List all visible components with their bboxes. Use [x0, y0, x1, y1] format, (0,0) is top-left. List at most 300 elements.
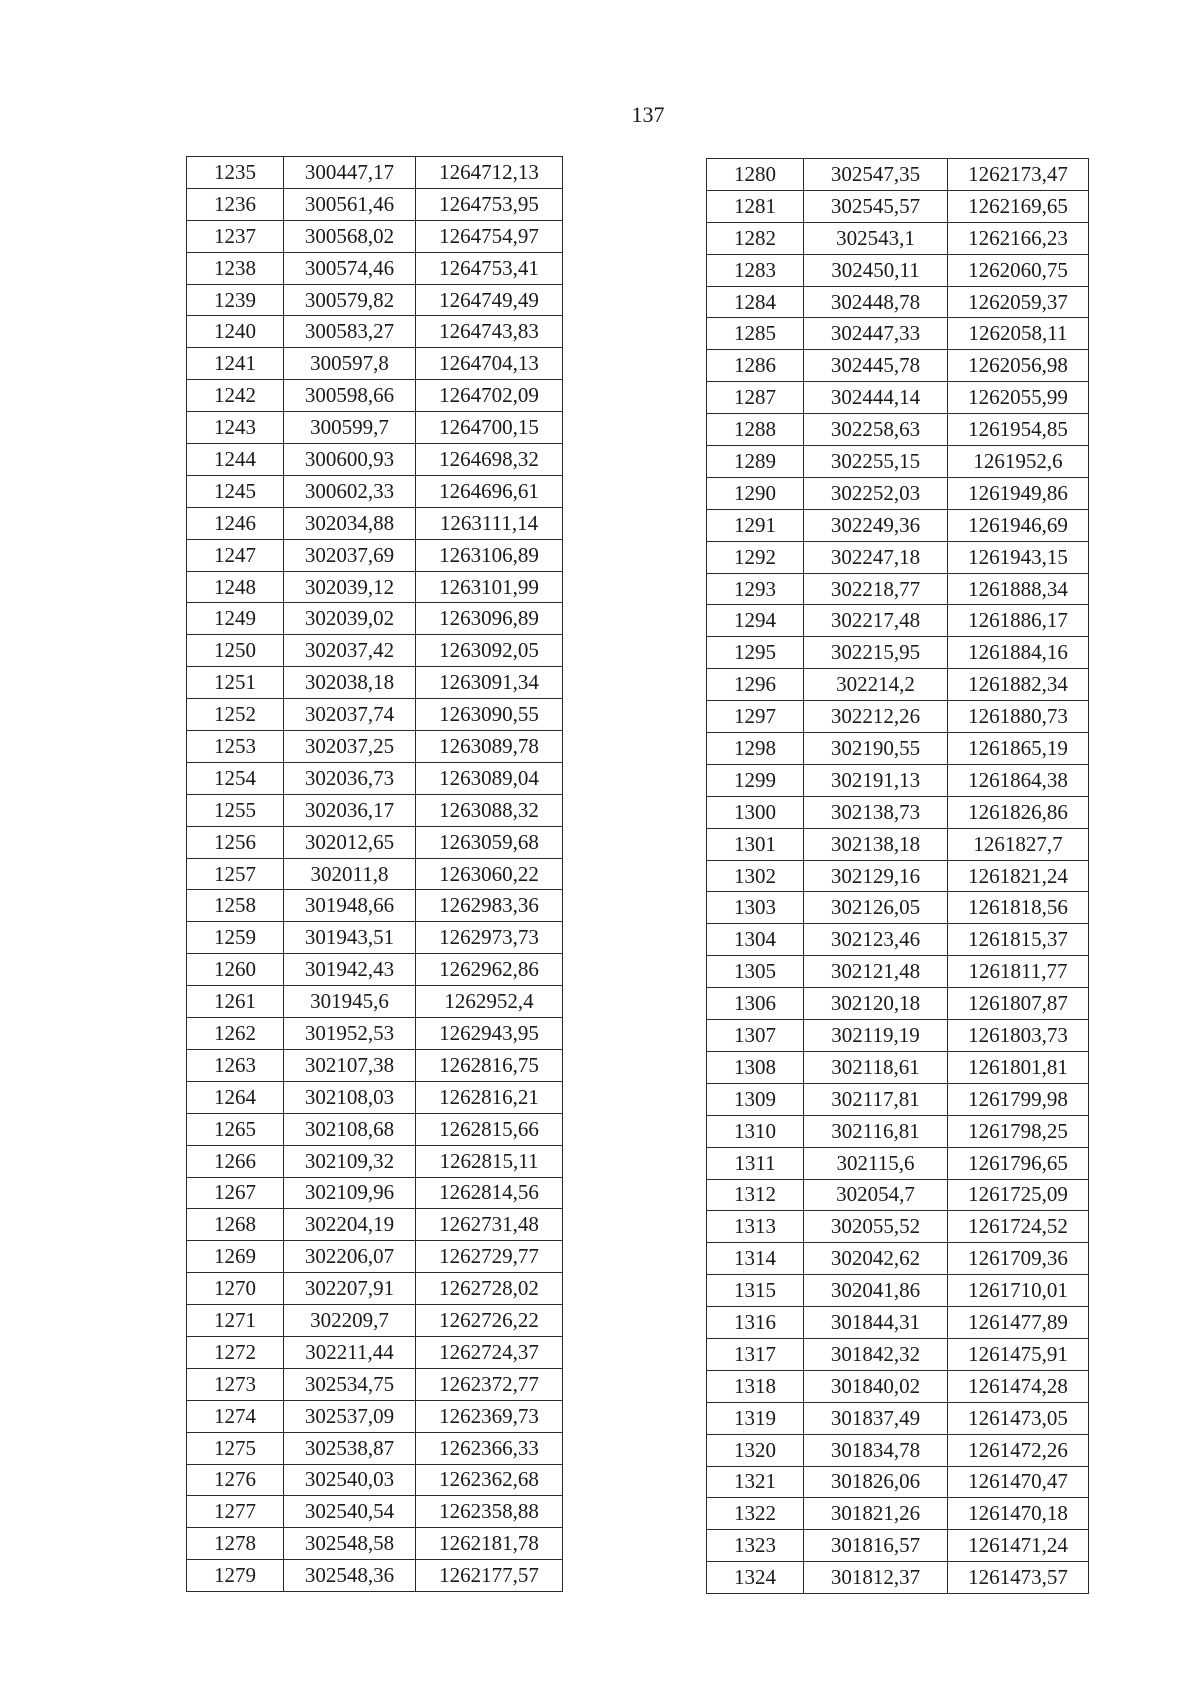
table-row — [707, 637, 1089, 669]
x-coordinate-cell: 302037,25 — [284, 731, 416, 763]
y-coordinate-cell: 1261470,18 — [948, 1498, 1089, 1530]
table-row — [707, 222, 1089, 254]
point-number-cell: 1321 — [707, 1466, 804, 1498]
coordinates-table-left — [186, 156, 563, 1592]
x-coordinate-cell: 302120,18 — [804, 988, 948, 1020]
x-coordinate-cell: 302209,7 — [284, 1305, 416, 1337]
table-row — [187, 699, 563, 731]
y-coordinate-cell: 1261799,98 — [948, 1083, 1089, 1115]
point-number-cell: 1248 — [187, 571, 284, 603]
y-coordinate-cell: 1261818,56 — [948, 892, 1089, 924]
y-coordinate-cell: 1262943,95 — [416, 1018, 563, 1050]
x-coordinate-cell: 302107,38 — [284, 1049, 416, 1081]
table-row — [707, 1466, 1089, 1498]
x-coordinate-cell: 300583,27 — [284, 316, 416, 348]
x-coordinate-cell: 302211,44 — [284, 1336, 416, 1368]
point-number-cell: 1324 — [707, 1562, 804, 1594]
point-number-cell: 1252 — [187, 699, 284, 731]
x-coordinate-cell: 301840,02 — [804, 1370, 948, 1402]
table-row — [187, 1305, 563, 1337]
table-row — [187, 380, 563, 412]
y-coordinate-cell: 1261477,89 — [948, 1307, 1089, 1339]
point-number-cell: 1304 — [707, 924, 804, 956]
table-row — [187, 220, 563, 252]
table-row — [707, 1498, 1089, 1530]
table-row — [187, 1560, 563, 1592]
x-coordinate-cell: 301837,49 — [804, 1402, 948, 1434]
table-row — [707, 1020, 1089, 1052]
table-row — [187, 188, 563, 220]
y-coordinate-cell: 1262724,37 — [416, 1336, 563, 1368]
table-row — [187, 1400, 563, 1432]
x-coordinate-cell: 302543,1 — [804, 222, 948, 254]
x-coordinate-cell: 300579,82 — [284, 284, 416, 316]
point-number-cell: 1238 — [187, 252, 284, 284]
point-number-cell: 1262 — [187, 1018, 284, 1050]
table-row — [707, 1115, 1089, 1147]
point-number-cell: 1323 — [707, 1530, 804, 1562]
point-number-cell: 1270 — [187, 1273, 284, 1305]
table-row — [707, 1338, 1089, 1370]
point-number-cell: 1283 — [707, 254, 804, 286]
y-coordinate-cell: 1263091,34 — [416, 667, 563, 699]
y-coordinate-cell: 1263059,68 — [416, 826, 563, 858]
y-coordinate-cell: 1261724,52 — [948, 1211, 1089, 1243]
point-number-cell: 1315 — [707, 1275, 804, 1307]
table-row — [707, 509, 1089, 541]
y-coordinate-cell: 1261826,86 — [948, 796, 1089, 828]
y-coordinate-cell: 1262814,56 — [416, 1177, 563, 1209]
x-coordinate-cell: 301821,26 — [804, 1498, 948, 1530]
point-number-cell: 1293 — [707, 573, 804, 605]
table-row — [187, 794, 563, 826]
x-coordinate-cell: 302444,14 — [804, 382, 948, 414]
x-coordinate-cell: 302207,91 — [284, 1273, 416, 1305]
table-row — [187, 826, 563, 858]
table-row — [707, 828, 1089, 860]
x-coordinate-cell: 302038,18 — [284, 667, 416, 699]
x-coordinate-cell: 302548,58 — [284, 1528, 416, 1560]
point-number-cell: 1246 — [187, 507, 284, 539]
x-coordinate-cell: 300597,8 — [284, 348, 416, 380]
point-number-cell: 1273 — [187, 1368, 284, 1400]
x-coordinate-cell: 302212,26 — [804, 701, 948, 733]
table-row — [187, 922, 563, 954]
point-number-cell: 1287 — [707, 382, 804, 414]
table-row — [707, 1402, 1089, 1434]
table-row — [707, 1370, 1089, 1402]
x-coordinate-cell: 301942,43 — [284, 954, 416, 986]
y-coordinate-cell: 1261888,34 — [948, 573, 1089, 605]
table-row — [187, 1464, 563, 1496]
x-coordinate-cell: 302037,74 — [284, 699, 416, 731]
point-number-cell: 1292 — [707, 541, 804, 573]
y-coordinate-cell: 1261803,73 — [948, 1020, 1089, 1052]
table-row — [707, 1307, 1089, 1339]
y-coordinate-cell: 1264700,15 — [416, 412, 563, 444]
x-coordinate-cell: 302214,2 — [804, 669, 948, 701]
y-coordinate-cell: 1262952,4 — [416, 986, 563, 1018]
x-coordinate-cell: 302138,73 — [804, 796, 948, 828]
point-number-cell: 1312 — [707, 1179, 804, 1211]
point-number-cell: 1269 — [187, 1241, 284, 1273]
coordinates-table-right — [706, 158, 1089, 1594]
point-number-cell: 1284 — [707, 286, 804, 318]
y-coordinate-cell: 1261472,26 — [948, 1434, 1089, 1466]
table-row — [707, 1179, 1089, 1211]
x-coordinate-cell: 302129,16 — [804, 860, 948, 892]
x-coordinate-cell: 300602,33 — [284, 475, 416, 507]
y-coordinate-cell: 1262962,86 — [416, 954, 563, 986]
x-coordinate-cell: 302540,54 — [284, 1496, 416, 1528]
y-coordinate-cell: 1261710,01 — [948, 1275, 1089, 1307]
y-coordinate-cell: 1263090,55 — [416, 699, 563, 731]
point-number-cell: 1286 — [707, 350, 804, 382]
point-number-cell: 1267 — [187, 1177, 284, 1209]
y-coordinate-cell: 1261884,16 — [948, 637, 1089, 669]
y-coordinate-cell: 1264754,97 — [416, 220, 563, 252]
point-number-cell: 1311 — [707, 1147, 804, 1179]
table-row — [707, 988, 1089, 1020]
y-coordinate-cell: 1262362,68 — [416, 1464, 563, 1496]
point-number-cell: 1255 — [187, 794, 284, 826]
point-number-cell: 1242 — [187, 380, 284, 412]
point-number-cell: 1275 — [187, 1432, 284, 1464]
point-number-cell: 1301 — [707, 828, 804, 860]
point-number-cell: 1296 — [707, 669, 804, 701]
x-coordinate-cell: 302450,11 — [804, 254, 948, 286]
x-coordinate-cell: 302108,03 — [284, 1081, 416, 1113]
table-row — [707, 477, 1089, 509]
table-row — [707, 605, 1089, 637]
y-coordinate-cell: 1261949,86 — [948, 477, 1089, 509]
y-coordinate-cell: 1261815,37 — [948, 924, 1089, 956]
point-number-cell: 1253 — [187, 731, 284, 763]
table-row — [187, 1528, 563, 1560]
point-number-cell: 1244 — [187, 444, 284, 476]
y-coordinate-cell: 1261798,25 — [948, 1115, 1089, 1147]
x-coordinate-cell: 302039,02 — [284, 603, 416, 635]
point-number-cell: 1290 — [707, 477, 804, 509]
x-coordinate-cell: 301842,32 — [804, 1338, 948, 1370]
page-number: 137 — [631, 102, 665, 127]
y-coordinate-cell: 1264704,13 — [416, 348, 563, 380]
x-coordinate-cell: 302121,48 — [804, 956, 948, 988]
x-coordinate-cell: 302042,62 — [804, 1243, 948, 1275]
point-number-cell: 1280 — [707, 159, 804, 191]
table-row — [187, 539, 563, 571]
x-coordinate-cell: 302540,03 — [284, 1464, 416, 1496]
x-coordinate-cell: 300598,66 — [284, 380, 416, 412]
y-coordinate-cell: 1264749,49 — [416, 284, 563, 316]
table-row — [707, 669, 1089, 701]
y-coordinate-cell: 1261725,09 — [948, 1179, 1089, 1211]
table-row — [187, 1018, 563, 1050]
table-row — [187, 762, 563, 794]
table-row — [187, 1368, 563, 1400]
point-number-cell: 1307 — [707, 1020, 804, 1052]
table-row — [707, 1083, 1089, 1115]
y-coordinate-cell: 1261827,7 — [948, 828, 1089, 860]
y-coordinate-cell: 1261865,19 — [948, 733, 1089, 765]
y-coordinate-cell: 1261882,34 — [948, 669, 1089, 701]
y-coordinate-cell: 1263106,89 — [416, 539, 563, 571]
y-coordinate-cell: 1261474,28 — [948, 1370, 1089, 1402]
table-row — [707, 159, 1089, 191]
x-coordinate-cell: 302041,86 — [804, 1275, 948, 1307]
point-number-cell: 1256 — [187, 826, 284, 858]
point-number-cell: 1319 — [707, 1402, 804, 1434]
y-coordinate-cell: 1262973,73 — [416, 922, 563, 954]
table-row — [707, 1147, 1089, 1179]
y-coordinate-cell: 1262983,36 — [416, 890, 563, 922]
point-number-cell: 1236 — [187, 188, 284, 220]
x-coordinate-cell: 302118,61 — [804, 1051, 948, 1083]
x-coordinate-cell: 302545,57 — [804, 190, 948, 222]
y-coordinate-cell: 1264753,41 — [416, 252, 563, 284]
table-row — [707, 924, 1089, 956]
point-number-cell: 1298 — [707, 733, 804, 765]
y-coordinate-cell: 1264702,09 — [416, 380, 563, 412]
table-row — [707, 190, 1089, 222]
y-coordinate-cell: 1261807,87 — [948, 988, 1089, 1020]
x-coordinate-cell: 300600,93 — [284, 444, 416, 476]
y-coordinate-cell: 1263088,32 — [416, 794, 563, 826]
table-row — [187, 954, 563, 986]
table-row — [707, 860, 1089, 892]
y-coordinate-cell: 1263089,04 — [416, 762, 563, 794]
point-number-cell: 1308 — [707, 1051, 804, 1083]
y-coordinate-cell: 1262358,88 — [416, 1496, 563, 1528]
table-row — [707, 733, 1089, 765]
table-row — [187, 1177, 563, 1209]
y-coordinate-cell: 1262815,66 — [416, 1113, 563, 1145]
table-row — [187, 1273, 563, 1305]
x-coordinate-cell: 302055,52 — [804, 1211, 948, 1243]
point-number-cell: 1322 — [707, 1498, 804, 1530]
x-coordinate-cell: 300574,46 — [284, 252, 416, 284]
y-coordinate-cell: 1262060,75 — [948, 254, 1089, 286]
y-coordinate-cell: 1262059,37 — [948, 286, 1089, 318]
point-number-cell: 1306 — [707, 988, 804, 1020]
table-row — [187, 1336, 563, 1368]
x-coordinate-cell: 302534,75 — [284, 1368, 416, 1400]
point-number-cell: 1320 — [707, 1434, 804, 1466]
x-coordinate-cell: 302538,87 — [284, 1432, 416, 1464]
point-number-cell: 1285 — [707, 318, 804, 350]
table-row — [707, 318, 1089, 350]
table-row — [187, 1049, 563, 1081]
point-number-cell: 1241 — [187, 348, 284, 380]
y-coordinate-cell: 1262731,48 — [416, 1209, 563, 1241]
x-coordinate-cell: 302218,77 — [804, 573, 948, 605]
x-coordinate-cell: 302448,78 — [804, 286, 948, 318]
point-number-cell: 1300 — [707, 796, 804, 828]
y-coordinate-cell: 1264753,95 — [416, 188, 563, 220]
point-number-cell: 1297 — [707, 701, 804, 733]
x-coordinate-cell: 302039,12 — [284, 571, 416, 603]
point-number-cell: 1271 — [187, 1305, 284, 1337]
x-coordinate-cell: 302012,65 — [284, 826, 416, 858]
y-coordinate-cell: 1261954,85 — [948, 414, 1089, 446]
y-coordinate-cell: 1263060,22 — [416, 858, 563, 890]
point-number-cell: 1279 — [187, 1560, 284, 1592]
y-coordinate-cell: 1262816,21 — [416, 1081, 563, 1113]
x-coordinate-cell: 302447,33 — [804, 318, 948, 350]
y-coordinate-cell: 1263111,14 — [416, 507, 563, 539]
table-row — [187, 986, 563, 1018]
x-coordinate-cell: 300568,02 — [284, 220, 416, 252]
table-row — [707, 541, 1089, 573]
point-number-cell: 1240 — [187, 316, 284, 348]
x-coordinate-cell: 302537,09 — [284, 1400, 416, 1432]
y-coordinate-cell: 1261821,24 — [948, 860, 1089, 892]
x-coordinate-cell: 301952,53 — [284, 1018, 416, 1050]
point-number-cell: 1272 — [187, 1336, 284, 1368]
x-coordinate-cell: 302108,68 — [284, 1113, 416, 1145]
x-coordinate-cell: 302138,18 — [804, 828, 948, 860]
point-number-cell: 1250 — [187, 635, 284, 667]
table-row — [707, 350, 1089, 382]
y-coordinate-cell: 1261475,91 — [948, 1338, 1089, 1370]
x-coordinate-cell: 302547,35 — [804, 159, 948, 191]
table-row — [187, 1432, 563, 1464]
x-coordinate-cell: 302252,03 — [804, 477, 948, 509]
point-number-cell: 1254 — [187, 762, 284, 794]
x-coordinate-cell: 302215,95 — [804, 637, 948, 669]
point-number-cell: 1258 — [187, 890, 284, 922]
table-row — [707, 414, 1089, 446]
y-coordinate-cell: 1263089,78 — [416, 731, 563, 763]
y-coordinate-cell: 1262372,77 — [416, 1368, 563, 1400]
y-coordinate-cell: 1261946,69 — [948, 509, 1089, 541]
x-coordinate-cell: 302190,55 — [804, 733, 948, 765]
x-coordinate-cell: 302123,46 — [804, 924, 948, 956]
point-number-cell: 1245 — [187, 475, 284, 507]
table-row — [707, 286, 1089, 318]
point-number-cell: 1289 — [707, 446, 804, 478]
x-coordinate-cell: 300447,17 — [284, 157, 416, 189]
table-row — [707, 1562, 1089, 1594]
y-coordinate-cell: 1261473,05 — [948, 1402, 1089, 1434]
y-coordinate-cell: 1261471,24 — [948, 1530, 1089, 1562]
y-coordinate-cell: 1264743,83 — [416, 316, 563, 348]
y-coordinate-cell: 1263101,99 — [416, 571, 563, 603]
x-coordinate-cell: 302191,13 — [804, 764, 948, 796]
table-row — [187, 475, 563, 507]
y-coordinate-cell: 1262058,11 — [948, 318, 1089, 350]
x-coordinate-cell: 302036,17 — [284, 794, 416, 826]
point-number-cell: 1277 — [187, 1496, 284, 1528]
point-number-cell: 1265 — [187, 1113, 284, 1145]
table-row — [707, 1243, 1089, 1275]
point-number-cell: 1235 — [187, 157, 284, 189]
table-row — [187, 858, 563, 890]
point-number-cell: 1316 — [707, 1307, 804, 1339]
x-coordinate-cell: 301812,37 — [804, 1562, 948, 1594]
point-number-cell: 1281 — [707, 190, 804, 222]
point-number-cell: 1314 — [707, 1243, 804, 1275]
x-coordinate-cell: 302011,8 — [284, 858, 416, 890]
point-number-cell: 1264 — [187, 1081, 284, 1113]
x-coordinate-cell: 301816,57 — [804, 1530, 948, 1562]
point-number-cell: 1257 — [187, 858, 284, 890]
x-coordinate-cell: 302445,78 — [804, 350, 948, 382]
x-coordinate-cell: 301943,51 — [284, 922, 416, 954]
point-number-cell: 1263 — [187, 1049, 284, 1081]
point-number-cell: 1313 — [707, 1211, 804, 1243]
x-coordinate-cell: 302115,6 — [804, 1147, 948, 1179]
table-row — [187, 667, 563, 699]
y-coordinate-cell: 1261952,6 — [948, 446, 1089, 478]
point-number-cell: 1295 — [707, 637, 804, 669]
x-coordinate-cell: 302119,19 — [804, 1020, 948, 1052]
point-number-cell: 1282 — [707, 222, 804, 254]
y-coordinate-cell: 1261880,73 — [948, 701, 1089, 733]
point-number-cell: 1249 — [187, 603, 284, 635]
x-coordinate-cell: 302217,48 — [804, 605, 948, 637]
point-number-cell: 1274 — [187, 1400, 284, 1432]
table-row — [707, 573, 1089, 605]
y-coordinate-cell: 1261811,77 — [948, 956, 1089, 988]
y-coordinate-cell: 1261796,65 — [948, 1147, 1089, 1179]
y-coordinate-cell: 1264712,13 — [416, 157, 563, 189]
x-coordinate-cell: 300561,46 — [284, 188, 416, 220]
table-row — [187, 890, 563, 922]
x-coordinate-cell: 301834,78 — [804, 1434, 948, 1466]
point-number-cell: 1291 — [707, 509, 804, 541]
x-coordinate-cell: 302126,05 — [804, 892, 948, 924]
y-coordinate-cell: 1262726,22 — [416, 1305, 563, 1337]
table-row — [187, 571, 563, 603]
point-number-cell: 1309 — [707, 1083, 804, 1115]
x-coordinate-cell: 302206,07 — [284, 1241, 416, 1273]
y-coordinate-cell: 1261886,17 — [948, 605, 1089, 637]
point-number-cell: 1268 — [187, 1209, 284, 1241]
y-coordinate-cell: 1261801,81 — [948, 1051, 1089, 1083]
table-row — [707, 1275, 1089, 1307]
point-number-cell: 1288 — [707, 414, 804, 446]
y-coordinate-cell: 1261943,15 — [948, 541, 1089, 573]
x-coordinate-cell: 301844,31 — [804, 1307, 948, 1339]
y-coordinate-cell: 1262816,75 — [416, 1049, 563, 1081]
table-row — [707, 254, 1089, 286]
y-coordinate-cell: 1262056,98 — [948, 350, 1089, 382]
point-number-cell: 1243 — [187, 412, 284, 444]
point-number-cell: 1317 — [707, 1338, 804, 1370]
table-row — [187, 603, 563, 635]
table-row — [187, 348, 563, 380]
table-row — [707, 892, 1089, 924]
table-row — [187, 1209, 563, 1241]
y-coordinate-cell: 1261709,36 — [948, 1243, 1089, 1275]
table-row — [187, 731, 563, 763]
x-coordinate-cell: 302249,36 — [804, 509, 948, 541]
point-number-cell: 1278 — [187, 1528, 284, 1560]
point-number-cell: 1318 — [707, 1370, 804, 1402]
x-coordinate-cell: 302117,81 — [804, 1083, 948, 1115]
x-coordinate-cell: 301826,06 — [804, 1466, 948, 1498]
x-coordinate-cell: 302109,96 — [284, 1177, 416, 1209]
y-coordinate-cell: 1262055,99 — [948, 382, 1089, 414]
point-number-cell: 1266 — [187, 1145, 284, 1177]
point-number-cell: 1259 — [187, 922, 284, 954]
x-coordinate-cell: 302109,32 — [284, 1145, 416, 1177]
x-coordinate-cell: 302054,7 — [804, 1179, 948, 1211]
point-number-cell: 1299 — [707, 764, 804, 796]
table-row — [707, 1051, 1089, 1083]
table-row — [187, 412, 563, 444]
